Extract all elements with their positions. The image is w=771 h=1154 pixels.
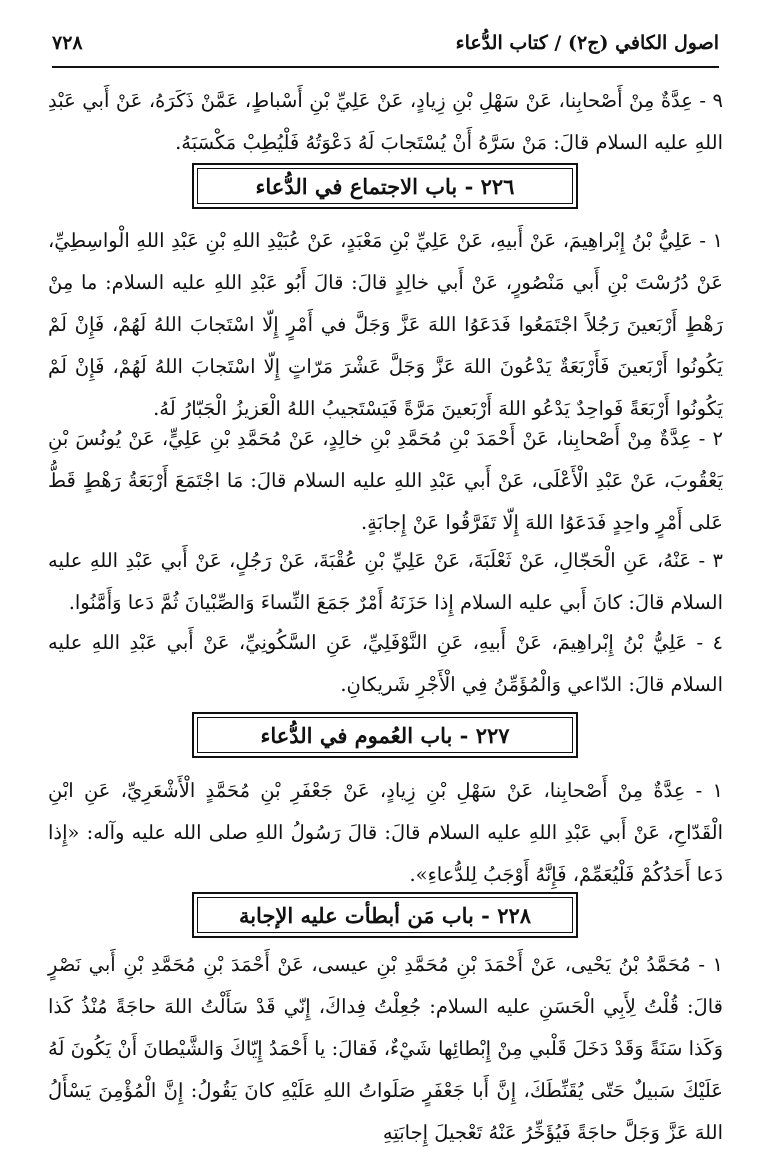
chapter-heading-226 bbox=[192, 163, 578, 209]
hadith-1: ١ - مُحَمَّدُ بْنُ يَحْيى، عَنْ أَحْمَدَ بْنِ مُحَمَّدِ بْنِ عيسى، عَنْ أَحْمَدَ بْنِ مُحَمَّدِ بْنِ أَبي نَصْرٍ قالَ: قُلْتُ لِأَبِي الْحَسَنِ عليه السلام: جُعِلْتُ فِداكَ، إِنّي قَدْ سَأَلْتُ اللهَ حاجَةً مُنْذُ كَذا وَكَذا سَنَةً وَقَدْ دَخَلَ قَلْبي مِنْ إِبْطائِها شَيْءٌ، فَقالَ: يا أَحْمَدُ إِيّاكَ وَالشَّيْطانَ أَنْ يَكُونَ لَهُ عَلَيْكَ سَبيلٌ حَتّى يُقَنِّطَكَ، إِنَّ أَبا جَعْفَرٍ صَلَواتُ اللهِ عَلَيْهِ كانَ يَقُولُ: إِنَّ الْمُؤْمِنَ يَسْأَلُ اللهَ عَزَّ وَجَلَّ حاجَةً فَيُؤَخِّرُ عَنْهُ تَعْجيلَ إِجابَتِهِ bbox=[48, 953, 723, 1144]
chapter-title: ٢٢٨ - باب مَن أبطأت عليه الإجابة bbox=[238, 902, 532, 928]
running-header bbox=[52, 28, 719, 58]
hadith-2: ٢ - عِدَّةٌ مِنْ أَصْحابِنا، عَنْ أَحْمَدَ بْنِ مُحَمَّدِ بْنِ خالِدٍ، عَنْ مُحَمَّدِ بْنِ عَلِيٍّ، عَنْ يُونُسَ بْنِ يَعْقُوبَ، عَنْ عَبْدِ الْأَعْلَى، عَنْ أَبي عَبْدِ اللهِ عليه السلام قالَ: مَا اجْتَمَعَ أَرْبَعَةُ رَهْطٍ قَطُّ عَلى أَمْرٍ واحِدٍ فَدَعَوُا اللهَ إِلّا تَفَرَّقُوا عَنْ إِجابَةٍ. bbox=[48, 427, 723, 534]
hadith-9: ٩ - عِدَّةٌ مِنْ أَصْحابِنا، عَنْ سَهْلِ بْنِ زِيادٍ، عَنْ عَلِيِّ بْنِ أَسْباطٍ، عَمَّنْ ذَكَرَهُ، عَنْ أَبي عَبْدِ اللهِ عليه السلام قالَ: مَنْ سَرَّهُ أَنْ يُسْتَجابَ لَهُ دَعْوَتُهُ فَلْيُطِبْ مَكْسَبَهُ. bbox=[48, 89, 723, 154]
hadith-3: ٣ - عَنْهُ، عَنِ الْحَجّالِ، عَنْ ثَعْلَبَةَ، عَنْ عَلِيِّ بْنِ عُقْبَةَ، عَنْ رَجُلٍ، عَنْ أَبي عَبْدِ اللهِ عليه السلام قالَ: كانَ أَبي عليه السلام إِذا حَزَنَهُ أَمْرٌ جَمَعَ النِّساءَ وَالصِّبْيانَ ثُمَّ دَعا وَأَمَّنُوا. bbox=[48, 549, 723, 614]
hadith-4: ٤ - عَلِيُّ بْنُ إِبْراهِيمَ، عَنْ أَبيهِ، عَنِ النَّوْفَلِيِّ، عَنِ السَّكُونِيِّ، عَنْ أَبي عَبْدِ اللهِ عليه السلام قالَ: الدّاعي وَالْمُؤَمِّنُ فِي الْأَجْرِ شَريكانِ. bbox=[48, 631, 723, 696]
chapter-heading-228 bbox=[192, 892, 578, 938]
chapter-title: ٢٢٧ - باب العُموم في الدُّعاء bbox=[260, 722, 510, 748]
header-rule bbox=[52, 66, 719, 68]
chapter-heading-227 bbox=[192, 712, 578, 758]
chapter-title: ٢٢٦ - باب الاجتماع في الدُّعاء bbox=[255, 173, 515, 199]
hadith-1: ١ - عَلِيُّ بْنُ إِبْراهِيمَ، عَنْ أَبيهِ، عَنْ عَلِيِّ بْنِ مَعْبَدٍ، عَنْ عُبَيْدِ اللهِ بْنِ عَبْدِ اللهِ الْواسِطِيِّ، عَنْ دُرُسْتَ بْنِ أَبي مَنْصُورٍ، عَنْ أَبي خالِدٍ قالَ: قالَ أَبُو عَبْدِ اللهِ عليه السلام: ما مِنْ رَهْطٍ أَرْبَعينَ رَجُلاً اجْتَمَعُوا فَدَعَوُا اللهَ عَزَّ وَجَلَّ في أَمْرٍ إِلّا اسْتَجابَ اللهُ لَهُمْ، فَإِنْ لَمْ يَكُونُوا أَرْبَعينَ فَأَرْبَعَةٌ يَدْعُونَ اللهَ عَزَّ وَجَلَّ عَشْرَ مَرّاتٍ إِلّا اسْتَجابَ اللهُ لَهُمْ، فَإِنْ لَمْ يَكُونُوا أَرْبَعَةً فَواحِدٌ يَدْعُو اللهَ أَرْبَعينَ مَرَّةً فَيَسْتَجيبُ اللهُ الْعَزيزُ الْجَبّارُ لَهُ. bbox=[48, 229, 723, 420]
hadith-1: ١ - عِدَّةٌ مِنْ أَصْحابِنا، عَنْ سَهْلِ بْنِ زِيادٍ، عَنْ جَعْفَرِ بْنِ مُحَمَّدٍ الْأَشْعَرِيِّ، عَنِ ابْنِ الْقَدّاحِ، عَنْ أَبي عَبْدِ اللهِ عليه السلام قالَ: قالَ رَسُولُ اللهِ صلى الله عليه وآله: «إِذا دَعا أَحَدُكُمْ فَلْيُعَمِّمْ، فَإِنَّهُ أَوْجَبُ لِلدُّعاءِ». bbox=[48, 779, 723, 886]
page-number: ٧٢٨ bbox=[52, 32, 83, 54]
book-title: اصول الكافي (ج٢) / كتاب الدُّعاء bbox=[455, 32, 719, 54]
